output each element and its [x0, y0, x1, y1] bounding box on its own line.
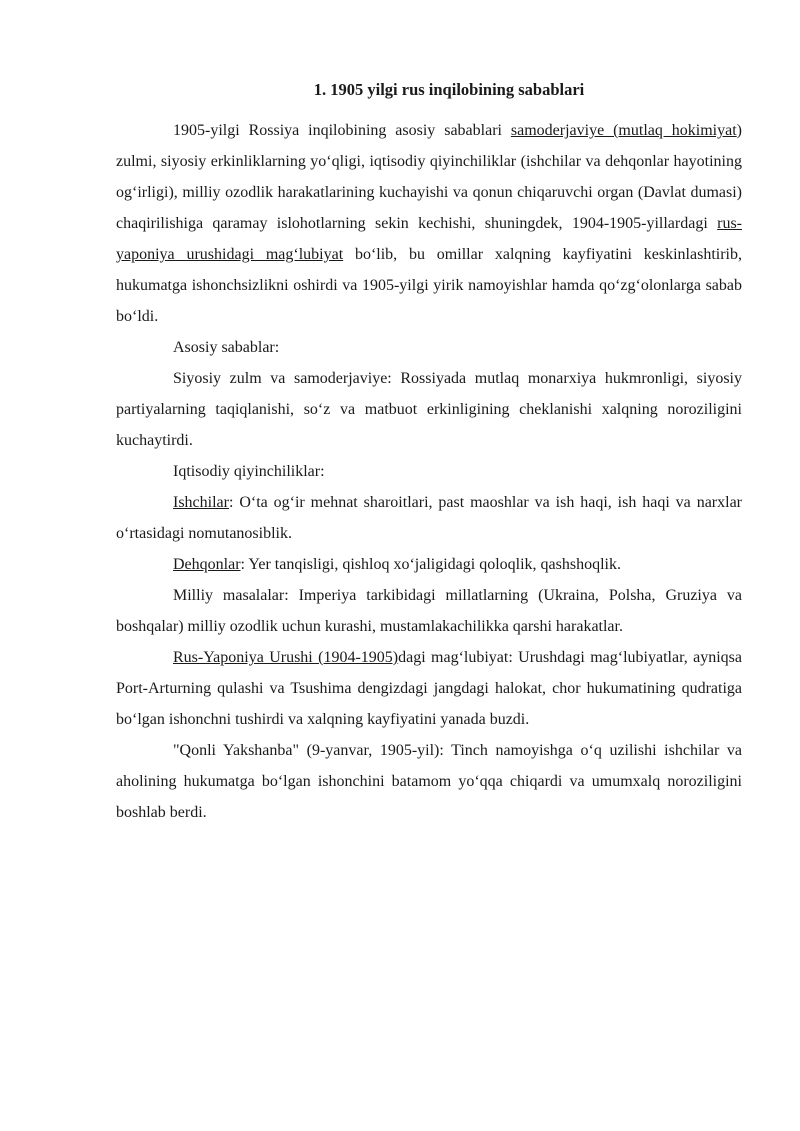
intro-text-c: bo‘lib, bu omillar xalqning kayfiyatini keskinlashtirib, hukumatga ishonchsizlikni oshirdi va 1905-yilgi yirik namoyishlar hamda qo‘zg‘olonlarga sabab bo‘ldi. — [116, 246, 742, 325]
paragraph-political: Siyosiy zulm va samoderjaviye: Rossiyada mutlaq monarxiya hukmronligi, siyosiy partiyalarning taqiqlanishi, so‘z va matbuot erkinligining cheklanishi xalqning noroziligini kuchaytirdi. — [116, 370, 742, 449]
link-ishchilar[interactable]: Ishchilar — [173, 494, 229, 511]
war-text: dagi mag‘lubiyat: Urushdagi mag‘lubiyatlar, ayniqsa Port-Arturning qulashi va Tsushima dengizdagi jangdagi halokat, chor hukumatining qudratiga bo‘lgan ishonchni tushirdi va xalqning kayfiyatini yanada buzdi. — [116, 649, 742, 728]
paragraph-peasants — [116, 549, 742, 580]
paragraph-economic: Iqtisodiy qiyinchiliklar: — [173, 463, 325, 480]
paragraph-national: Milliy masalalar: Imperiya tarkibidagi millatlarning (Ukraina, Polsha, Gruziya va boshqalar) milliy ozodlik uchun kurashi, mustamlakachilikka qarshi harakatlar. — [116, 587, 742, 635]
intro-text-b: ) zulmi, siyosiy erkinliklarning yo‘qligi, iqtisodiy qiyinchiliklar (ishchilar va dehqonlar hayotining og‘irligi), milliy ozodlik harakatlarining kuchayishi va qonun chiqaruvchi organ (Davlat dumasi) chaqirilishiga qaramay islohotlarning sekin kechishi, shuningdek, 1904-1905-yillardagi — [116, 122, 742, 232]
intro-text-a: 1905-yilgi Rossiya inqilobining asosiy sabablari — [173, 122, 511, 139]
paragraph-intro — [116, 115, 742, 332]
paragraph-workers — [116, 487, 742, 549]
paragraph-war — [116, 642, 742, 735]
link-rus-yaponiya-maglubiyat[interactable]: rus-yaponiya urushidagi mag‘lubiyat — [116, 215, 742, 263]
document-page — [116, 74, 742, 828]
section-heading: 1. 1905 yilgi rus inqilobining sabablari — [313, 80, 585, 99]
link-rus-yaponiya-urushi[interactable]: Rus-Yaponiya Urushi (1904-1905) — [173, 649, 399, 666]
workers-text: : O‘ta og‘ir mehnat sharoitlari, past maoshlar va ish haqi, ish haqi va narxlar o‘rtasidagi nomutanosiblik. — [116, 494, 742, 542]
link-dehqonlar[interactable]: Dehqonlar — [173, 556, 241, 573]
paragraph-main-causes: Asosiy sabablar: — [173, 339, 280, 356]
link-samoderjaviye[interactable]: samoderjaviye (mutlaq hokimiyat — [510, 122, 737, 139]
paragraph-bloody-sunday: "Qonli Yakshanba" (9-yanvar, 1905-yil): Tinch namoyishga o‘q uzilishi ishchilar va aholining hukumatga bo‘lgan ishonchini batamom yo‘qqa chiqardi va umumxalq noroziligini boshlab berdi. — [116, 742, 742, 821]
peasants-text: : Yer tanqisligi, qishloq xo‘jaligidagi qoloqlik, qashshoqlik. — [240, 556, 621, 573]
